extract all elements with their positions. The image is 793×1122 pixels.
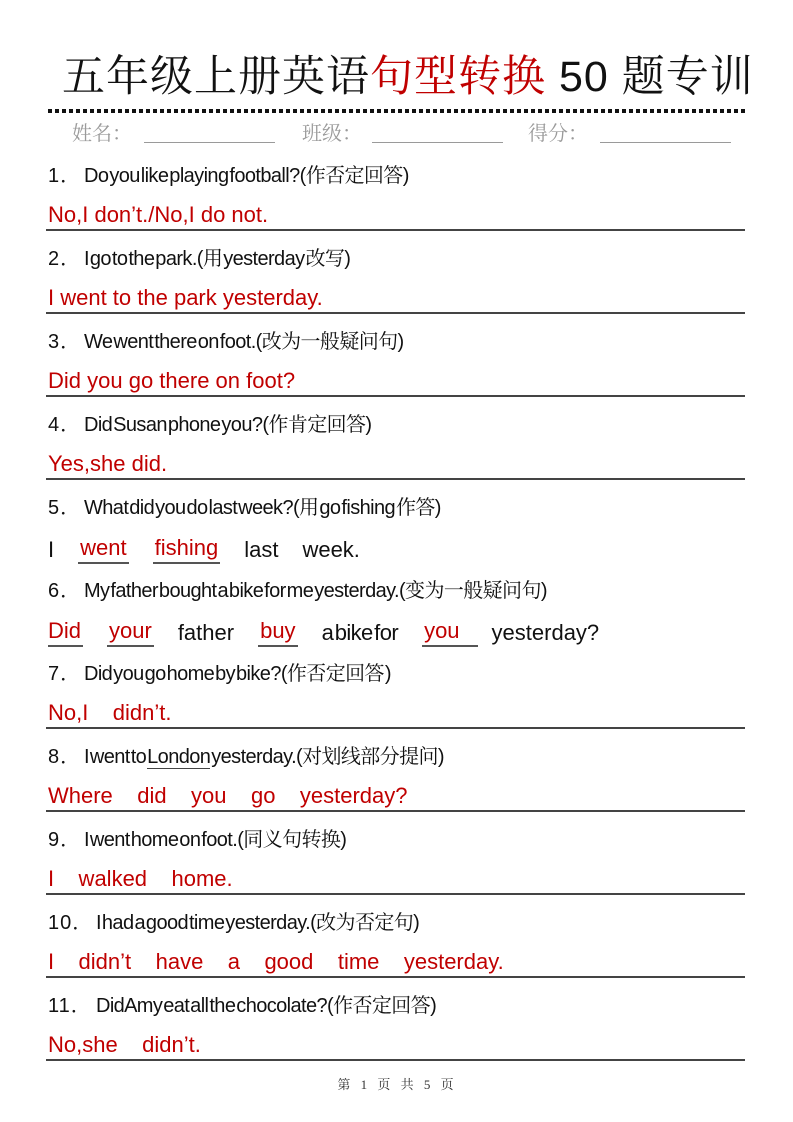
title-highlight-topic: 句型转换 [370,53,546,101]
question-item [48,658,745,741]
answer-text[interactable]: I walked home. [48,866,233,891]
question-prompt [48,160,409,192]
question-number: 7． [48,663,82,685]
answer-text[interactable]: Yes,she did. [48,451,168,476]
page-number-footer: 第 1 页 共 5 页 [337,1077,456,1092]
answer-word: last [244,537,279,562]
score-label: 得分： [528,123,588,145]
answer-blank[interactable]: you [422,617,477,647]
question-number: 2． [48,248,82,270]
answer-text[interactable]: Did you go there on foot? [48,368,296,393]
question-prompt [48,326,404,358]
answer-text[interactable]: No,she didn’t. [48,1032,201,1057]
question-item [48,409,745,492]
question-list [48,160,745,1073]
question-text: Did Susan phone you?(作肯定回答) [84,414,372,436]
question-prompt [48,492,441,524]
answer-word: week. [302,537,360,562]
answer-line [46,312,745,314]
question-number: 10． [48,912,94,934]
answer-text[interactable]: No,I didn’t. [48,700,172,725]
question-item [48,160,745,243]
answer-text[interactable]: I went to the park yesterday. [48,285,323,310]
question-prompt [48,907,419,939]
question-number: 4． [48,414,82,436]
question-prompt [48,575,547,607]
answer-word: a bike for [321,620,399,645]
answer-text[interactable]: Where did you go yesterday? [48,783,408,808]
question-item [48,741,745,824]
name-blank-line[interactable] [144,142,275,143]
underlined-target-word: London [147,746,211,768]
question-text: Did you go home by bike?(作否定回答 ) [84,663,391,685]
question-item [48,492,745,575]
score-field[interactable] [528,120,588,148]
answer-line [46,395,745,397]
question-item [48,575,745,658]
dotted-divider [48,109,745,113]
score-blank-line[interactable] [600,142,731,143]
title-part-count: 50 题专训 [546,53,754,101]
question-text-part: yesterday.(对划线部分提问) [210,746,444,768]
answer-blank[interactable]: Did [48,617,83,647]
question-prompt [48,990,436,1022]
answer-line [46,810,745,812]
question-item [48,907,745,990]
question-item [48,326,745,409]
question-text: We went there on foot.(改为一般疑问句) [84,331,404,353]
question-number: 1． [48,165,82,187]
question-text: My father bought a bike for me yesterday.(变为一般疑问句) [84,580,547,602]
answer-line [46,478,745,480]
question-text: I went home on foot.(同义句转换) [84,829,347,851]
question-number: 5． [48,497,82,519]
class-blank-line[interactable] [372,142,503,143]
worksheet-title [62,50,754,104]
answer-word: father [177,620,235,645]
name-label: 姓名： [72,123,132,145]
question-item [48,990,745,1073]
question-number: 8． [48,746,82,768]
question-text: Did Amy eat all the chocolate?(作否定回答) [96,995,437,1017]
question-prompt [48,658,391,690]
question-text: What did you do last week?(用 go fishing 作答) [84,497,441,519]
question-item [48,824,745,907]
question-text: I go to the park.(用 yesterday 改写) [84,248,351,270]
answer-line [46,1059,745,1061]
question-prompt [48,409,372,441]
question-text: I had a good time yesterday.(改为否定句) [96,912,420,934]
answer-word: I [48,537,55,562]
fill-in-answer [48,615,599,647]
answer-blank[interactable]: buy [258,617,297,647]
fill-in-answer [48,532,360,564]
question-prompt [48,243,350,275]
question-number: 3． [48,331,82,353]
question-item [48,243,745,326]
answer-text[interactable]: No,I don’t./No,I do not. [48,202,269,227]
question-text-part: I went to [84,746,148,768]
answer-blank[interactable]: your [107,617,154,647]
class-field[interactable] [302,120,362,148]
answer-blank[interactable]: went [78,534,128,564]
question-number: 6． [48,580,82,602]
answer-line [46,893,745,895]
question-prompt [48,824,346,856]
class-label: 班级： [302,123,362,145]
title-part-grade: 五年级上册英语 [62,53,370,101]
question-number: 9． [48,829,82,851]
answer-word: yesterday? [491,620,600,645]
question-number: 11． [48,995,92,1017]
answer-blank[interactable]: fishing [153,534,221,564]
question-prompt [48,741,444,773]
answer-line [46,976,745,978]
answer-text[interactable]: I didn’t have a good time yesterday. [48,949,504,974]
answer-line [46,229,745,231]
name-field[interactable] [72,120,132,148]
answer-line [46,727,745,729]
question-text: Do you like playing football?(作否定回答) [84,165,409,187]
